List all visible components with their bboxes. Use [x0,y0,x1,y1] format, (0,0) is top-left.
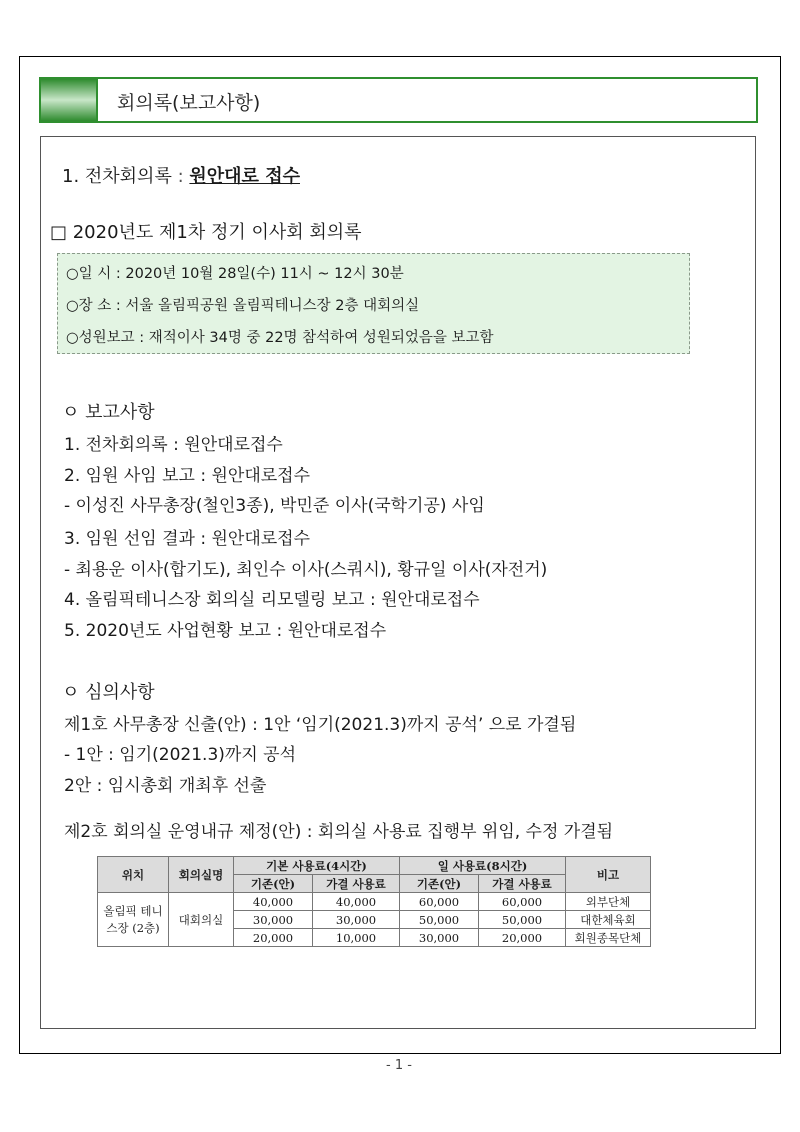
section1-result: 원안대로 접수 [189,166,300,187]
cell-location: 올림픽 테니스장 (2층) [98,893,169,947]
page-number: - 1 - [386,1058,412,1073]
th-daily-final: 가결 사용료 [479,875,566,893]
deliberation-option: - 1안 : 임기(2021.3)까지 공석 [64,745,296,765]
report-item: 5. 2020년도 사업현황 보고 : 원안대로접수 [64,621,387,641]
cell-daily-existing: 60,000 [400,893,479,911]
usage-fee-table [97,856,651,947]
report-item: 4. 올림픽테니스장 회의실 리모델링 보고 : 원안대로접수 [64,590,480,610]
deliberation-option: 2안 : 임시총회 개최후 선출 [64,776,267,796]
deliberation-item: 제1호 사무총장 신출(안) : 1안 ‘임기(2021.3)까지 공석’ 으로 가결됨 [64,715,577,735]
cell-note: 외부단체 [566,893,651,911]
section1-line [62,162,300,188]
deliberation-heading: ㅇ 심의사항 [62,682,155,703]
cell-daily-final: 60,000 [479,893,566,911]
cell-daily-existing: 30,000 [400,929,479,947]
cell-daily-existing: 50,000 [400,911,479,929]
cell-daily-final: 50,000 [479,911,566,929]
info-place: ○장 소 : 서울 올림픽공원 올림픽테니스장 2층 대회의실 [66,298,420,314]
cell-basic-existing: 20,000 [234,929,313,947]
report-item: 1. 전차회의록 : 원안대로접수 [64,435,283,455]
page-title: 회의록(보고사항) [117,92,261,114]
info-datetime: ○일 시 : 2020년 10월 28일(수) 11시 ~ 12시 30분 [66,266,404,282]
cell-basic-final: 30,000 [313,911,400,929]
th-basic-existing: 기존(안) [234,875,313,893]
th-basic-final: 가결 사용료 [313,875,400,893]
report-detail: - 이성진 사무총장(철인3종), 박민준 이사(국학기공) 사임 [64,496,485,516]
cell-basic-final: 40,000 [313,893,400,911]
section1-label: 1. 전차회의록 [62,166,172,187]
th-daily-existing: 기존(안) [400,875,479,893]
deliberation-item: 제2호 회의실 운영내규 제정(안) : 회의실 사용료 집행부 위임, 수정 가결됨 [64,822,614,842]
cell-daily-final: 20,000 [479,929,566,947]
cell-note: 회원종목단체 [566,929,651,947]
cell-basic-existing: 40,000 [234,893,313,911]
th-daily-fee: 일 사용료(8시간) [400,857,566,875]
cell-room: 대회의실 [169,893,234,947]
report-detail: - 최용운 이사(합기도), 최인수 이사(스쿼시), 황규일 이사(자전거) [64,560,548,580]
th-basic-fee: 기본 사용료(4시간) [234,857,400,875]
info-quorum: ○성원보고 : 재적이사 34명 중 22명 참석하여 성원되었음을 보고함 [66,330,494,346]
th-location: 위치 [98,857,169,893]
meeting-info-box [57,253,690,354]
report-item: 2. 임원 사임 보고 : 원안대로접수 [64,466,311,486]
th-note: 비고 [566,857,651,893]
cell-note: 대한체육회 [566,911,651,929]
report-item: 3. 임원 선임 결과 : 원안대로접수 [64,529,311,549]
document-header [39,77,758,123]
cell-basic-final: 10,000 [313,929,400,947]
th-room: 회의실명 [169,857,234,893]
table-row [98,893,651,911]
report-heading: ㅇ 보고사항 [62,402,155,423]
section1-colon: : [177,166,184,187]
minutes-title: □ 2020년도 제1차 정기 이사회 회의록 [50,222,362,243]
cell-basic-existing: 30,000 [234,911,313,929]
header-accent-block [41,79,98,121]
